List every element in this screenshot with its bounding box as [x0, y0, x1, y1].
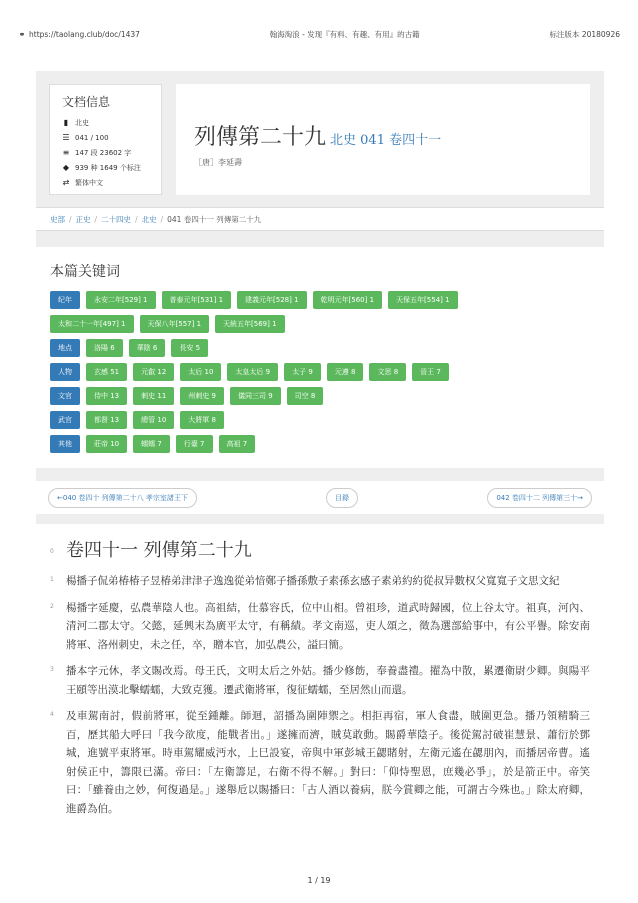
info-book-text: 北史	[75, 118, 89, 127]
keyword-tag[interactable]: 總管 10	[133, 411, 174, 429]
keywords-heading: 本篇关键词	[50, 264, 120, 280]
paragraph-list	[50, 572, 590, 818]
page-title	[194, 120, 572, 151]
keyword-category: 文官	[50, 387, 80, 405]
keyword-row	[50, 315, 590, 333]
prev-chapter-button[interactable]: ←040 卷四十 列傳第二十八 孝宗室諸王下	[48, 488, 197, 508]
book-icon: ▮	[63, 118, 69, 127]
crumb-sep: /	[69, 215, 72, 224]
paragraph-text: 及車駕南討，假前將軍，從至鍾離。師迴，詔播為圍陣禦之。相拒再宿，軍人食盡，賊圍更急。播乃領精騎三百，歷其船大呼曰「我今欲度，能戰者出。」遂擁而濟，賊莫敢動。賜爵華陰子。後從駕討破崔慧景、蕭衍於鄧城，進號平東將軍。時車駕耀威沔水，上巳設宴，帝與中軍彭城王勰賭射，左衛元遙在勰朋內，而播居帝曹。遙射侯正中，籌限已滿。帝曰：「左衛籌足，右衛不得不解。」對曰：「仰恃聖恩，庶幾必爭」，於是箭正中。帝笑曰：「雖養由之妙，何復過是。」遂舉卮以賜播曰：「古人酒以養病，朕今賞卿之能，可謂古今殊也。」除太府卿，進爵為伯。	[66, 710, 590, 815]
keyword-tag[interactable]: 元叡 12	[133, 363, 174, 381]
script-toggle[interactable]: 繁体中文	[75, 178, 103, 187]
keyword-category: 人物	[50, 363, 80, 381]
keyword-tag[interactable]: 太皇太后 9	[227, 363, 278, 381]
info-paragraphs-text: 147 段 23602 字	[75, 148, 132, 157]
info-script[interactable]	[62, 175, 149, 190]
keyword-row	[50, 387, 590, 405]
keyword-tag[interactable]: 天統五年[569] 1	[215, 315, 285, 333]
keyword-tag[interactable]: 長安 5	[171, 339, 208, 357]
keyword-tag[interactable]: 永安二年[529] 1	[86, 291, 156, 309]
para-number: 1	[50, 576, 54, 583]
keyword-tag[interactable]: 天保八年[557] 1	[140, 315, 210, 333]
keyword-tag[interactable]: 行臺 7	[176, 435, 213, 453]
url-link[interactable]: https://taolang.club/doc/1437	[29, 29, 140, 39]
para-number: 0	[50, 548, 54, 555]
crumb-beishi[interactable]: 北史	[141, 215, 157, 224]
keyword-tag[interactable]: 大將軍 8	[180, 411, 224, 429]
title-main: 列傳第二十九	[194, 125, 327, 150]
info-annotations	[62, 160, 149, 175]
para-number: 2	[50, 602, 54, 610]
header-url[interactable]	[18, 30, 140, 39]
paragraph-text: 播本字元休，孝文賜改焉。母王氏，文明太后之外姑。播少修飭，奉養盡禮。擢為中散，累遷衛尉少卿。與陽平王頤等出漠北擊蠕蠕，大致克獲。遷武衛將軍，復征蠕蠕，至居然山而還。	[66, 665, 590, 696]
list-icon: ☰	[62, 133, 70, 142]
crumb-sep: /	[94, 215, 98, 224]
keyword-tag[interactable]: 太和二十一年[497] 1	[50, 315, 134, 333]
keywords-panel	[36, 247, 604, 468]
keyword-tag[interactable]: 華陰 6	[129, 339, 166, 357]
paragraph-text: 楊播字延慶，弘農華陰人也。高祖結，仕慕容氏，位中山相。曾祖珍，道武時歸國，位上谷太守。祖真，河內、清河二郡太守。父懿，延興末為廣平太守，有稱績。孝文南巡，吏人頌之，徵為選部給事中，有公平譽。除安南將軍、洛州刺史，未之任，卒，贈本官，加弘農公，謚曰簡。	[66, 601, 590, 651]
tags-icon: ◆	[62, 163, 70, 172]
keyword-tag[interactable]: 洛陽 6	[86, 339, 123, 357]
keyword-tag[interactable]: 乾明元年[560] 1	[313, 291, 383, 309]
keyword-tag[interactable]: 都督 13	[86, 411, 127, 429]
crumb-24shi[interactable]: 二十四史	[101, 215, 132, 224]
info-annotations-text: 939 种 1649 个标注	[75, 163, 141, 172]
keyword-tag[interactable]: 莊帝 10	[86, 435, 127, 453]
text-panel	[36, 524, 604, 871]
keyword-category: 武官	[50, 411, 80, 429]
align-icon: ≡	[62, 148, 70, 157]
keyword-row	[50, 339, 590, 357]
paragraph-text: 楊播子侃弟椿椿子昱椿弟津津子逸逸從弟愔鄭子播孫敷子素孫玄感子素弟約約從叔异數权父寬寬子文思文紀	[66, 575, 560, 587]
keyword-category: 地点	[50, 339, 80, 357]
keyword-tag[interactable]: 太后 10	[180, 363, 221, 381]
crumb-sep: /	[135, 215, 138, 224]
keyword-tag[interactable]: 刺史 11	[133, 387, 174, 405]
link-icon: ⚭	[18, 29, 26, 39]
keyword-row	[50, 411, 590, 429]
paragraph	[50, 572, 590, 591]
chapter-heading-text: 卷四十一 列傳第二十九	[66, 540, 252, 561]
page-counter: 1 / 19	[307, 876, 331, 885]
info-position-text: 041 / 100	[75, 133, 109, 142]
chapter-heading	[50, 538, 590, 564]
keyword-tag[interactable]: 晉王 7	[412, 363, 449, 381]
keyword-tag[interactable]: 司空 8	[287, 387, 324, 405]
version-label: 标注版本 20180926	[549, 29, 620, 39]
doc-info-heading: 文档信息	[62, 95, 111, 109]
keyword-tag[interactable]: 文思 8	[369, 363, 406, 381]
keyword-tag[interactable]: 蠕蠕 7	[133, 435, 170, 453]
chapter-nav	[36, 481, 604, 514]
para-number: 4	[50, 711, 54, 718]
crumb-zhengshi[interactable]: 正史	[75, 215, 91, 224]
keyword-rows	[50, 291, 590, 453]
keyword-category: 纪年	[50, 291, 80, 309]
keyword-row	[50, 291, 590, 309]
info-position	[62, 130, 149, 145]
document-container	[36, 71, 604, 871]
doc-info-box	[49, 84, 162, 195]
author: ［唐］李延壽	[194, 158, 242, 167]
keyword-row	[50, 363, 590, 381]
crumb-sep: /	[160, 215, 164, 224]
crumb-shibu[interactable]: 史部	[50, 215, 65, 224]
breadcrumb	[36, 207, 604, 231]
info-book	[62, 115, 149, 130]
keyword-tag[interactable]: 建義元年[528] 1	[237, 291, 307, 309]
para-number: 3	[50, 666, 54, 673]
keyword-row	[50, 435, 590, 453]
paragraph	[50, 599, 590, 655]
keyword-category: 其他	[50, 435, 80, 453]
keyword-tag[interactable]: 元遵 8	[327, 363, 364, 381]
keyword-tag[interactable]: 儀同三司 9	[230, 387, 281, 405]
next-chapter-button[interactable]: 042 卷四十二 列傳第三十→	[487, 488, 592, 508]
page-header	[18, 24, 620, 44]
keyword-tag[interactable]: 太子 9	[284, 363, 321, 381]
info-paragraphs	[62, 145, 149, 160]
paragraph	[50, 707, 590, 818]
keyword-tag[interactable]: 侍中 13	[86, 387, 127, 405]
site-title: 翰海淘浪 - 发现『有料、有趣、有用』的古籍	[269, 29, 420, 39]
keyword-tag[interactable]: 普泰元年[531] 1	[162, 291, 232, 309]
paragraph	[50, 662, 590, 699]
title-sub: 北史 041 卷四十一	[330, 133, 442, 148]
title-box	[176, 84, 590, 195]
keyword-tag[interactable]: 州刺史 9	[180, 387, 224, 405]
keyword-tag[interactable]: 高祖 7	[219, 435, 256, 453]
keyword-tag[interactable]: 天保五年[554] 1	[388, 291, 458, 309]
toc-button[interactable]: 目錄	[326, 488, 358, 508]
crumb-current: 041 卷四十一 列傳第二十九	[167, 215, 262, 224]
translate-icon: ⇄	[62, 178, 70, 187]
keyword-tag[interactable]: 玄感 51	[86, 363, 127, 381]
